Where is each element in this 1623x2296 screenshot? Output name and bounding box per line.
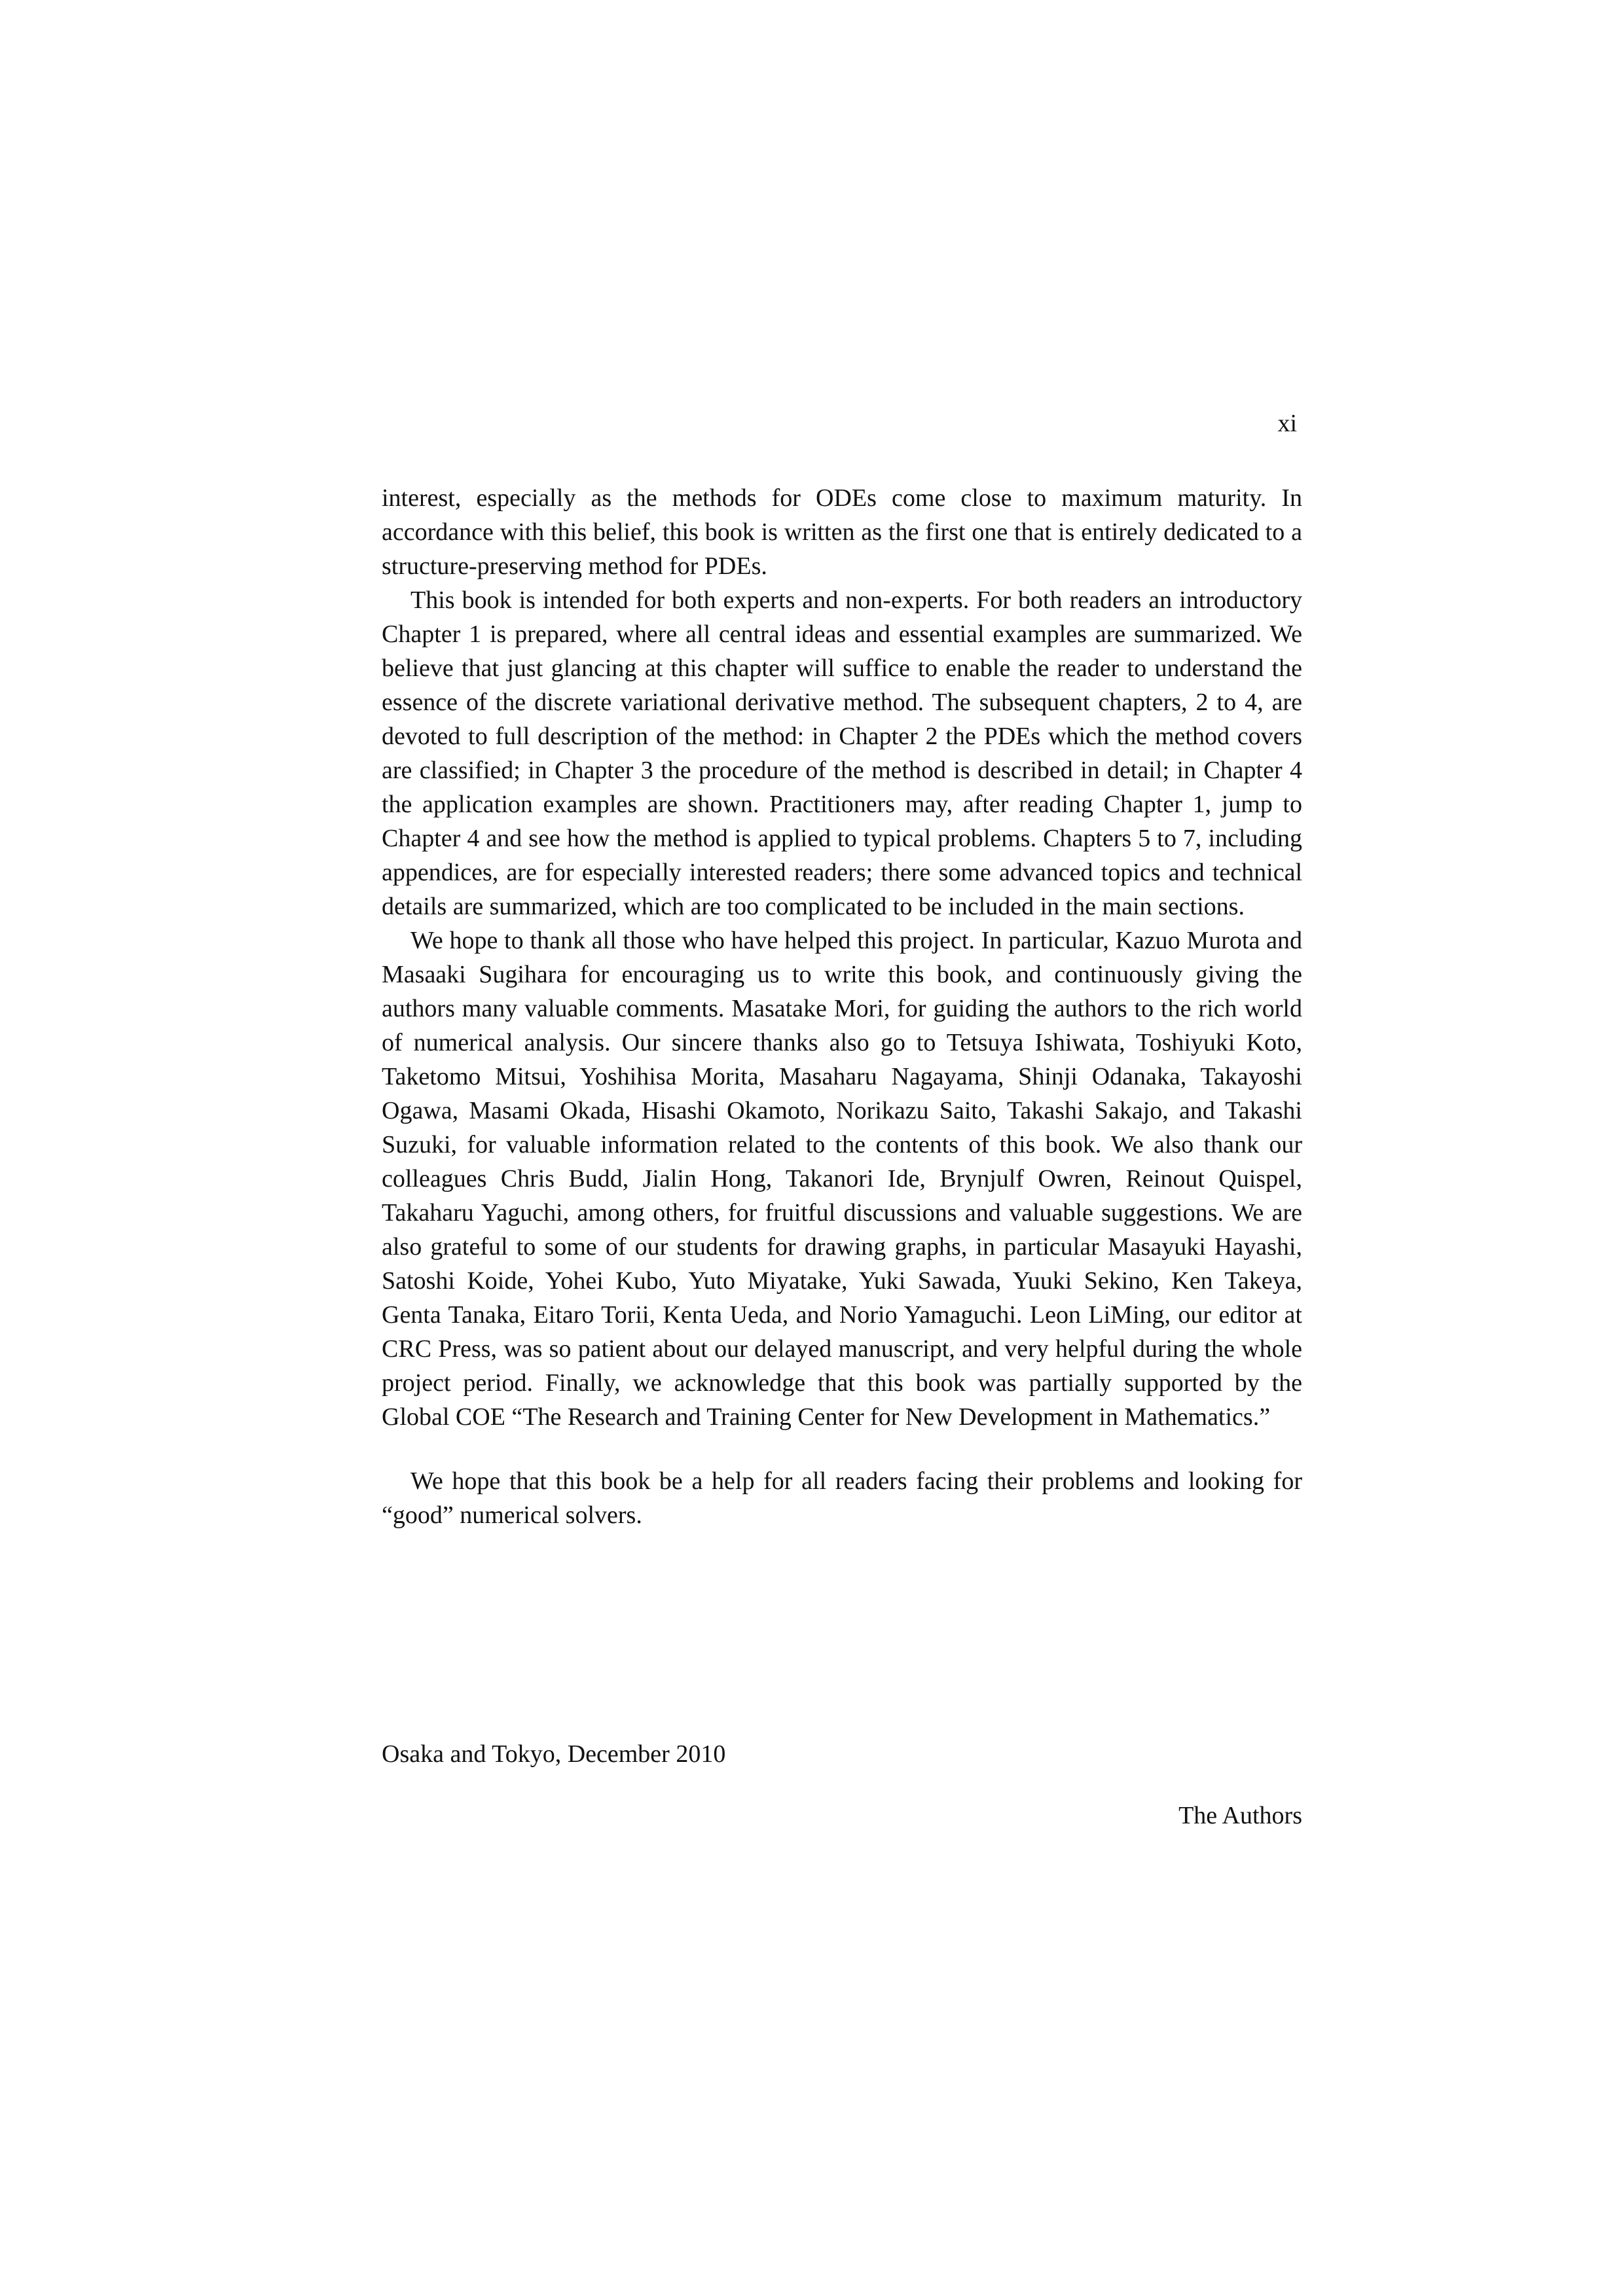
- paragraph-acknowledgements: We hope to thank all those who have helped this project. In particular, Kazuo Murota and Masaaki Sugihara for encouraging us to write this book, and continuously giving the authors many valuable comments. Masatake Mori, for guiding the authors to the rich world of numerical analysis. Our sincere thanks also go to Tetsuya Ishiwata, Toshiyuki Koto, Taketomo Mitsui, Yoshihisa Morita, Masaharu Nagayama, Shinji Odanaka, Takayoshi Ogawa, Masami Okada, Hisashi Okamoto, Norikazu Saito, Takashi Sakajo, and Takashi Suzuki, for valuable information related to the contents of this book. We also thank our colleagues Chris Budd, Jialin Hong, Takanori Ide, Brynjulf Owren, Reinout Quispel, Takaharu Yaguchi, among others, for fruitful discussions and valuable suggestions. We are also grateful to some of our students for drawing graphs, in particular Masayuki Hayashi, Satoshi Koide, Yohei Kubo, Yuto Miyatake, Yuki Sawada, Yuuki Sekino, Ken Takeya, Genta Tanaka, Eitaro Torii, Kenta Ueda, and Norio Yamaguchi. Leon LiMing, our editor at CRC Press, was so patient about our delayed manuscript, and very helpful during the whole project period. Finally, we acknowledge that this book was partially supported by the Global COE “The Research and Training Center for New Development in Mathematics.”: [382, 927, 1302, 1431]
- paragraph-continuation: interest, especially as the methods for ODEs come close to maximum maturity. In accordance with this belief, this book is written as the first one that is entirely dedicated to a structure-preserving method for PDEs.: [382, 484, 1302, 580]
- page-number: xi: [1277, 410, 1297, 437]
- signature: The Authors: [1178, 1802, 1302, 1829]
- place-date-line: Osaka and Tokyo, December 2010: [382, 1740, 726, 1768]
- body-text: [382, 481, 1302, 1532]
- paragraph-book-structure: This book is intended for both experts and non-experts. For both readers an introductory Chapter 1 is prepared, where all central ideas and essential examples are summarized. We believe that just glancing at this chapter will suffice to enable the reader to understand the essence of the discrete variational derivative method. The subsequent chapters, 2 to 4, are devoted to full description of the method: in Chapter 2 the PDEs which the method covers are classified; in Chapter 3 the procedure of the method is described in detail; in Chapter 4 the application examples are shown. Practitioners may, after reading Chapter 1, jump to Chapter 4 and see how the method is applied to typical problems. Chapters 5 to 7, including appendices, are for especially interested readers; there some advanced topics and technical details are summarized, which are too complicated to be included in the main sections.: [382, 586, 1302, 920]
- paragraph-closing: We hope that this book be a help for all readers facing their problems and looking for “good” numerical solvers.: [382, 1467, 1302, 1529]
